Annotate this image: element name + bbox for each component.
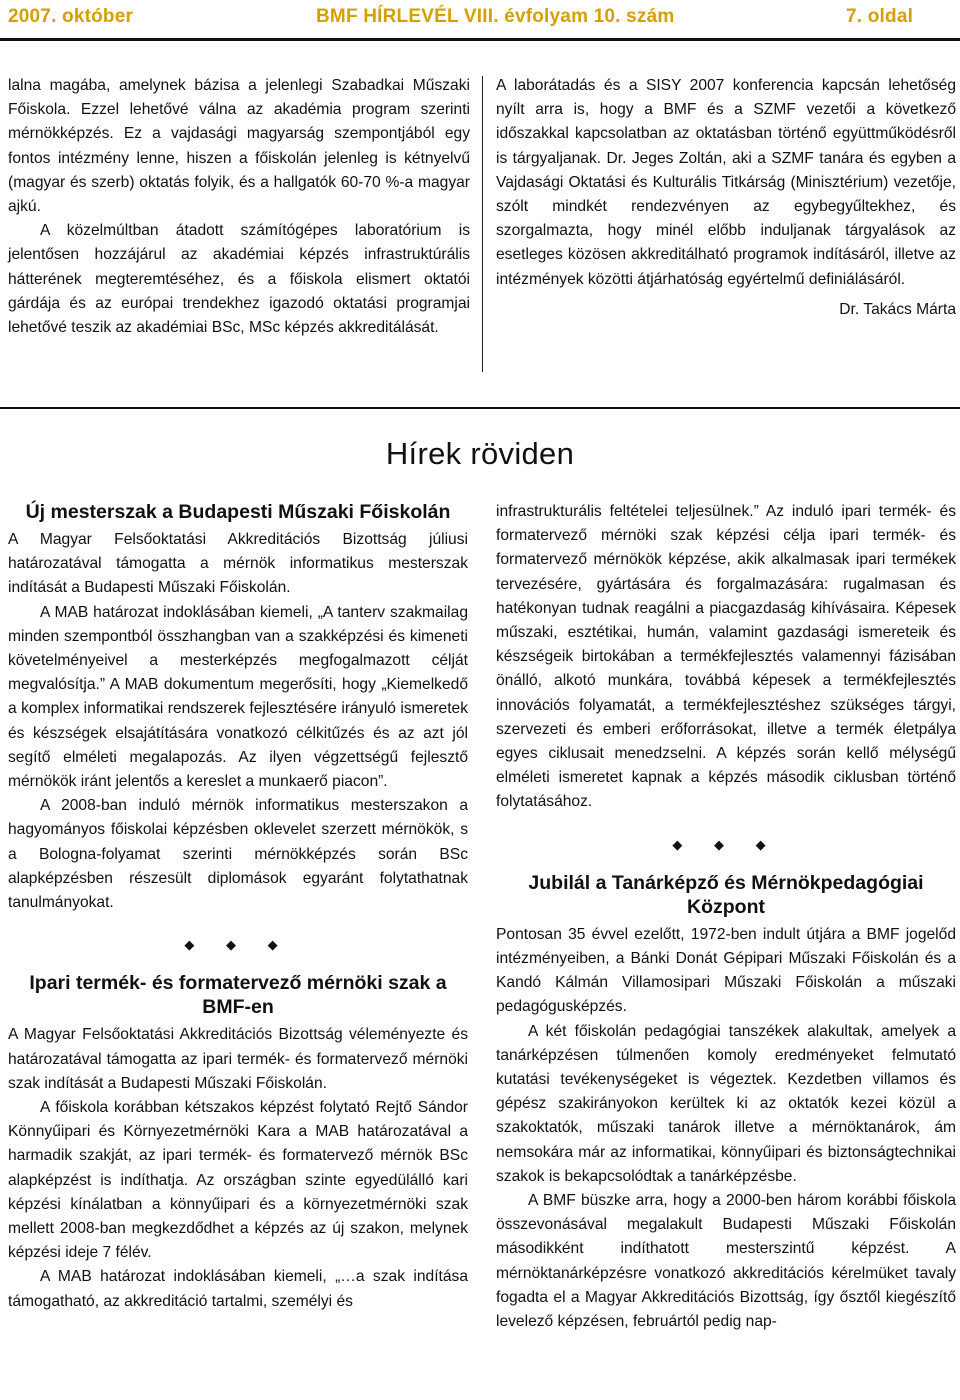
page-header xyxy=(0,0,960,38)
paragraph: A Magyar Felsőoktatási Akkreditációs Bizottság véleményezte és határozatával támogatta az ipari termék- és formatervező mérnöki szak indítását a Budapesti Műszaki Főiskolán. xyxy=(8,1026,468,1092)
top-right-column xyxy=(496,74,956,322)
header-rule xyxy=(0,38,960,41)
paragraph: A két főiskolán pedagógiai tanszékek alakultak, amelyek a tanárképzésen túlmenően komoly eredményeket felmutató kutatási tevékenységeket is végeztek. Kezdetben villamos és gépész szakirányokon kerültek ki az oktatók kezei közül a szakoktatók, műszaki tanárok illetve a mérnöktanárok, ám nemsokára már az informatikai, könnyűipari és biztonságtechnikai szakok is bekapcsolódtak a tanárképzésbe. xyxy=(496,1022,956,1185)
paragraph: A közelmúltban átadott számítógépes laboratórium is jelentősen hozzájárul az akadémiai képzés infrastruktúrális hátterének megteremtéséhez, és a főiskola elismert oktatói gárdája és az európai trendekhez igazodó oktatási programjai lehetővé teszik az akadémiai BSc, MSc képzés akkreditálását. xyxy=(8,222,470,337)
paragraph: lalna magába, amelynek bázisa a jelenlegi Szabadkai Műszaki Főiskola. Ezzel lehetővé válna az akadémia program szerinti mérnökképzés. Ez a vajdasági magyarság szempontjából egy fontos intézmény lenne, hiszen a főiskolán jelenleg is kétnyelvű (magyar és szerb) oktatás folyik, és a hallgatók 60-70 %-a magyar ajkú. xyxy=(8,77,470,216)
column-separator xyxy=(482,76,483,372)
article-title: Jubilál a Tanárképző és Mérnökpedagógiai Központ xyxy=(528,871,924,918)
section-heading xyxy=(0,436,960,472)
news-left-column xyxy=(8,500,468,1314)
article-title: Ipari termék- és formatervező mérnöki szak a BMF-en xyxy=(29,972,447,1019)
publication-info: BMF HÍRLEVÉL VIII. évfolyam 10. szám xyxy=(316,6,675,27)
paragraph: A Magyar Felsőoktatási Akkreditációs Bizottság júliusi határozatával támogatta a mérnök informatikus mesterszak indítását a Budapesti Műszaki Főiskolán. xyxy=(8,531,468,597)
paragraph: A laborátadás és a SISY 2007 konferencia kapcsán lehetőség nyílt arra is, hogy a BMF és a SZMF vezetői a következő időszakkal kapcsolatban az oktatásban történő együttműködésről is tárgyaljanak. Dr. Jeges Zoltán, aki a SZMF tanára és egyben a Vajdasági Oktatási és Kulturális Titkárság (Minisztérium) vezetője, szólt mindkét rendezvényen az egybegyűltekhez, és szorgalmazta, hogy minél előbb induljanak tárgyalások az esetleges közösen akkreditálható programok indításáról, illetve az intézmények közötti átjárhatóság egyértelmű definiálásáról. xyxy=(496,77,956,288)
paragraph: infrastrukturális feltételei teljesülnek.” Az induló ipari termék- és formatervező mérnöki szak képzési célja ipari termék- és formatervező mérnökök képzése, akik alkalmasak ipari termékek tervezésére, gyártására és forgalmazására: rugalmasan és hatékonyan tudnak reagálni a piacgazdaság kihívásaira. Képesek műszaki, esztétikai, humán, valamint gazdasági ismereteik és készségeik birtokában a termékfejlesztés valamennyi fázisában önálló, alkotó munkára, továbbá képesek a termékfejlesztés innovációs folyamatát, a termékfejlesztéshez szükséges tárgyi, szervezeti és emberi erőforrásokat, illetve a termék életpálya egyes ciklusait menedzselni. A képzés során kellő mélységű elméleti ismeretet kapnak a képzés második ciklusban történő folytatásához. xyxy=(496,503,956,811)
author-signature: Dr. Takács Márta xyxy=(839,300,956,318)
top-left-column xyxy=(8,74,470,340)
paragraph: A főiskola korábban kétszakos képzést folytató Rejtő Sándor Könnyűipari és Környezetmérnöki Kara a MAB határozatával a harmadik szakját, az ipari termék- és formatervező mérnök BSc alapképzést is indíthatja. Az országban szinte egyedülálló kari képzési kínálatban a könnyűipari és a környezetmérnöki szak mellett 2008-ban megkezdődhet a képzés az új szakon, melynek képzési ideje 7 félév. xyxy=(8,1099,468,1262)
section-title: Hírek röviden xyxy=(385,436,575,471)
paragraph: A BMF büszke arra, hogy a 2000-ben három korábbi főiskola összevonásával megalakult Budapesti Műszaki Főiskolán másodikként indíthatott mesterszintű képzést. A mérnöktanárképzésre vonatkozó akkreditációs kérelmüket tavaly fogadta el a Magyar Akkreditációs Bizottság, így ősztől kiegészítő levelező képzésen, februártól pedig nap- xyxy=(496,1192,956,1331)
paragraph: A MAB határozat indoklásában kiemeli, „…a szak indítása támogatható, az akkreditáció tartalmi, személyi és xyxy=(8,1268,468,1310)
diamond-divider: ◆ ◆ ◆ xyxy=(184,937,292,953)
paragraph: Pontosan 35 évvel ezelőtt, 1972-ben indult útjára a BMF jogelőd intézményeiben, a Bánki Donát Gépipari Műszaki Főiskolán és a Kandó Kálmán Villamosipari Műszaki Főiskolán a műszaki pedagógusképzés. xyxy=(496,925,956,1016)
page-number: 7. oldal xyxy=(846,6,914,27)
section-rule xyxy=(0,407,960,409)
article-title: Új mesterszak a Budapesti Műszaki Főiskolán xyxy=(25,501,451,523)
paragraph: A 2008-ban induló mérnök informatikus mesterszakon a hagyományos főiskolai képzésben oklevelet szerzett mérnökök, s a Bologna-folyamat szerinti mérnökképzés során BSc alapképzésben részesült diplomások egyaránt folytathatnak tanulmányokat. xyxy=(8,797,468,912)
news-right-column xyxy=(496,500,956,1334)
paragraph: A MAB határozat indoklásában kiemeli, „A tanterv szakmailag minden szempontból összhangban van a szakképzési és kimeneti követelményeivel a mesterképzés megfogalmazott célját megvalósítja.” A MAB dokumentum megerősíti, hogy „Kiemelkedő a komplex informatikai rendszerek fejlesztésére irányuló ismeretek és készségek elsajátítására vonatkozó célkitűzés és az azt jól segítő elméleti megalapozás. Az ilyen végzettségű fejlesztő mérnökök iránt jelentős a kereslet a munkaerő piacon”. xyxy=(8,603,468,791)
diamond-divider: ◆ ◆ ◆ xyxy=(672,836,780,852)
issue-date: 2007. október xyxy=(8,6,134,27)
